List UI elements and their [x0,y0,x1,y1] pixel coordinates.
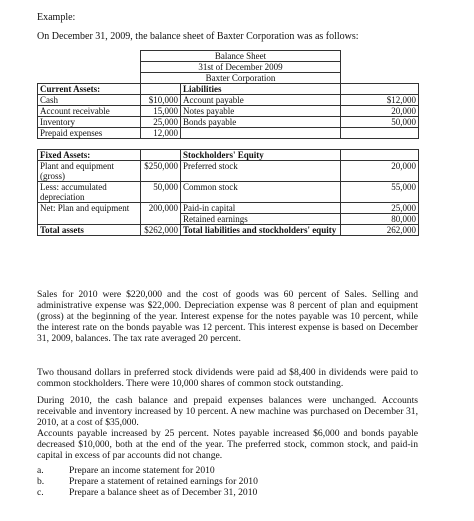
equity-label: Common stock [181,182,341,203]
equity-value: 25,000 [341,203,419,214]
liability-value: $12,000 [341,95,419,106]
liability-label: Bonds payable [181,117,341,128]
table-row [38,128,419,139]
table-row [38,161,419,182]
liability-value: 50,000 [341,117,419,128]
task-text: Prepare an income statement for 2010 [69,465,215,476]
asset-value: $250,000 [141,161,181,182]
equity-label: Preferred stock [181,161,341,182]
liabilities-heading: Liabilities [181,84,341,95]
asset-label: Cash [38,95,141,106]
list-item [37,488,258,499]
paragraph-payables: Accounts payable increased by 25 percent. Notes payable increased $6,000 and bonds payable decreased $10,000, both at the end of the year. The preferred stock, common stock, and paid-in capital in excess of par accounts did not change. [37,428,418,461]
example-label: Example: [37,12,76,23]
total-assets-label: Total assets [38,225,141,236]
task-letter: c. [37,486,44,498]
paragraph-sales: Sales for 2010 were $220,000 and the cost of goods was 60 percent of Sales. Selling and administrative expense was $22,000. Depreciation expense was 8 percent of plan and equipment (gross) at the beginning of the year. Interest expense for the notes payable was 10 percent, while the interest rate on the bonds payable was 12 percent. This interest expense is based on December 31, 2009, balances. The tax rate averaged 20 percent. [37,289,418,344]
task-text: Prepare a statement of retained earnings for 2010 [69,475,258,487]
balance-sheet-title: Balance Sheet [141,51,341,62]
liability-label: Notes payable [181,106,341,117]
current-assets-heading: Current Assets: [38,84,141,95]
asset-label: Net: Plan and equipment [38,203,141,225]
asset-label: Account receivable [38,106,141,117]
task-letter: a. [37,465,44,476]
equity-value: 55,000 [341,182,419,203]
table-row [38,106,419,117]
balance-sheet-company: Baxter Corporation [141,73,341,84]
total-assets-value: $262,000 [141,225,181,236]
table-row [38,117,419,128]
task-letter: b. [37,475,45,487]
table-row [38,95,419,106]
equity-value: 80,000 [341,214,419,225]
fixed-assets-heading: Fixed Assets: [38,150,141,161]
liability-value: 20,000 [341,106,419,117]
paragraph-cash: During 2010, the cash balance and prepaid expenses balances were unchanged. Accounts receivable and inventory increased by 10 percent. A new machine was purchased on December 31, 2010, at a cost of $35,000. [37,395,418,428]
total-liabilities-equity-value: 262,000 [341,225,419,236]
asset-value: 200,000 [141,203,181,225]
table-row [38,182,419,203]
asset-value: $10,000 [141,95,181,106]
balance-sheet-date: 31st of December 2009 [141,62,341,73]
asset-label: Less: accumulated depreciation [38,182,141,203]
table-row [38,225,419,236]
paragraph-dividends: Two thousand dollars in preferred stock dividends were paid ad $8,400 in dividends were paid to common stockholders. There were 10,000 shares of common stock outstanding. [37,367,418,389]
asset-value: 15,000 [141,106,181,117]
asset-value: 25,000 [141,117,181,128]
task-text: Prepare a balance sheet as of December 31, 2010 [69,486,258,498]
intro-text: On December 31, 2009, the balance sheet of Baxter Corporation was as follows: [37,31,359,42]
liability-label: Account payable [181,95,341,106]
task-list [37,466,258,499]
asset-value: 12,000 [141,128,181,139]
equity-label: Retained earnings [181,214,341,225]
asset-value: 50,000 [141,182,181,203]
equity-value: 20,000 [341,161,419,182]
asset-label: Prepaid expenses [38,128,141,139]
table-row [38,203,419,214]
asset-label: Plant and equipment (gross) [38,161,141,182]
asset-label: Inventory [38,117,141,128]
balance-sheet-table [37,50,419,236]
total-liabilities-equity-label: Total liabilities and stockholders' equity [181,225,341,236]
equity-heading: Stockholders' Equity [181,150,341,161]
equity-label: Paid-in capital [181,203,341,214]
